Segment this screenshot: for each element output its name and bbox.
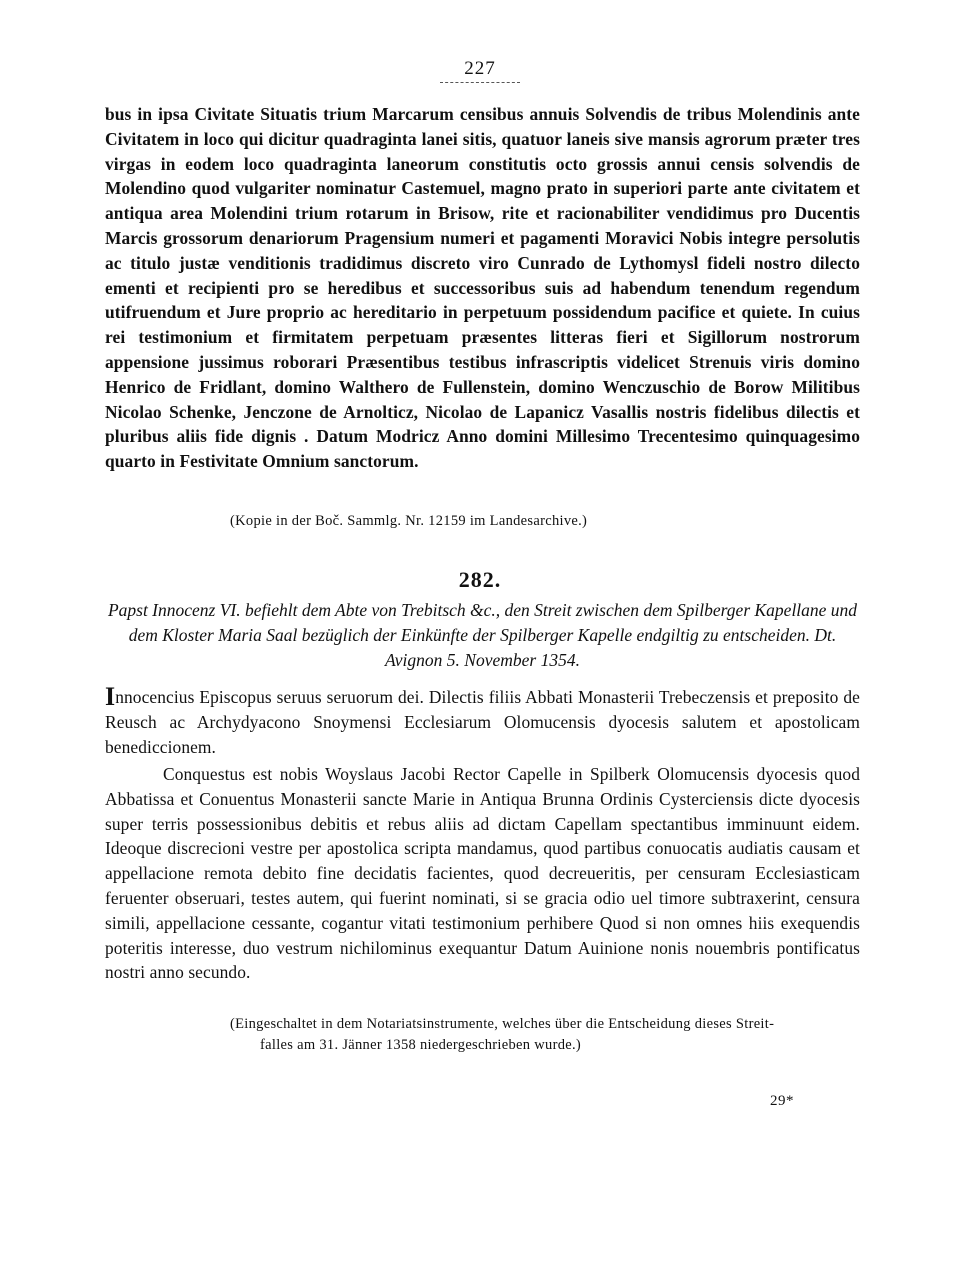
signature-mark: 29*: [770, 1093, 794, 1109]
document-title: Papst Innocenz VI. befiehlt dem Abte von Trebitsch &c., den Streit zwischen dem Spilberger Kapellane und dem Kloster Maria Saal bezüglich der Einkünfte der Spilberger Kapelle endgiltig zu entscheiden. Dt. Avignon 5. November 1354.: [107, 600, 858, 670]
main-text: Conquestus est nobis Woyslaus Jacobi Rector Capelle in Spilberk Olomucensis dyocesis quod Abbatissa et Conuentus Monasterii sancte Marie in Antiqua Brunna Ordinis Cysterciensis dicte dyocesis super terris possessionibus debitis et rebus aliis ad dictam Capellam spectantibus imminuunt eidem. Ideoque discrecioni vestre per apostolica scripta mandamus, quod partibus conuocatis audiatis causam et appellacione remota debito fine decidatis facientes, quod decreueritis, per censuram Ecclesiasticam feruenter obseruari, testes autem, qui fuerint nominati, si se gracia odio uel timore subtraxerint, censura simili, appellacione cessante, cogantur vitati testimonium perhibere Quod si non omnes hiis exequendis poteritis interesse, duo vestrum nichilominus exequantur Datum Auinione nonis nouembris pontificatus nostri anno secundo.: [105, 764, 860, 983]
continuation-paragraph: bus in ipsa Civitate Situatis trium Marcarum censibus annuis Solvendis de tribus Molendinis ante Civitatem in loco qui dicitur quadraginta lanei sitis, quatuor laneis sive mansis agrorum præter tres virgas in eodem loco quadraginta laneorum constitutis octo grossis annui censis solvendis de Molendino quod vulgariter nominatur Castemuel, magno prato in superiori parte ante civitatem et antiqua area Molendini trium rotarum in Brisow, rite et racionabiliter vendidimus pro Ducentis Marcis grossorum denariorum Pragensium numeri et pagamenti Moravici Nobis integre persolutis ac titulo justæ venditionis tradidimus discreto viro Cunrado de Lythomysl fideli nostro dilecto ementi et recipienti pro se heredibus et successoribus suis ad habendum tenendum regendum utifruendum et Jure proprio ac hereditario in perpetuum possidendum pacifice et quiete. In cuius rei testimonium et firmitatem perpetuam præsentes litteras fieri et Sigillorum nostrorum appensione jussimus roborari Præsentibus testibus infrascriptis videlicet Strenuis viris domino Henrico de Fridlant, domino Walthero de Fullenstein, domino Wenczuschio de Borow Militibus Nicolao Schenke, Jenczone de Arnolticz, Nicolao de Lapanicz Vasallis nostris fidelibus dilectis et pluribus aliis fide dignis . Datum Modricz Anno domini Millesimo Trecentesimo quinquagesimo quarto in Festivitate Omnium sanctorum.: [105, 104, 860, 472]
page-number-rule: [440, 82, 520, 84]
source-note: (Kopie in der Boč. Sammlg. Nr. 12159 im Landesarchive.): [230, 513, 588, 529]
opening-text: nnocencius Episcopus seruus seruorum dei. Dilectis filiis Abbati Monasterii Trebeczensis et preposito de Reusch ac Archydyacono Snoymensi Ecclesiarum Olomucensis dyocesis salutem et apostolicam benediccionem.: [105, 687, 860, 757]
source-note-2-line1: (Eingeschaltet in dem Notariatsinstrumente, welches über die Entscheidung dieses Streit-: [230, 1016, 775, 1032]
drop-initial: I: [105, 682, 116, 711]
source-note-2-line2: falles am 31. Jänner 1358 niedergeschrieben wurde.): [260, 1037, 582, 1053]
opening-paragraph: [105, 682, 860, 759]
document-number: 282.: [458, 567, 502, 592]
page-number: 227: [464, 58, 496, 79]
main-paragraph: [105, 762, 860, 985]
source-note-2: [230, 1014, 870, 1056]
